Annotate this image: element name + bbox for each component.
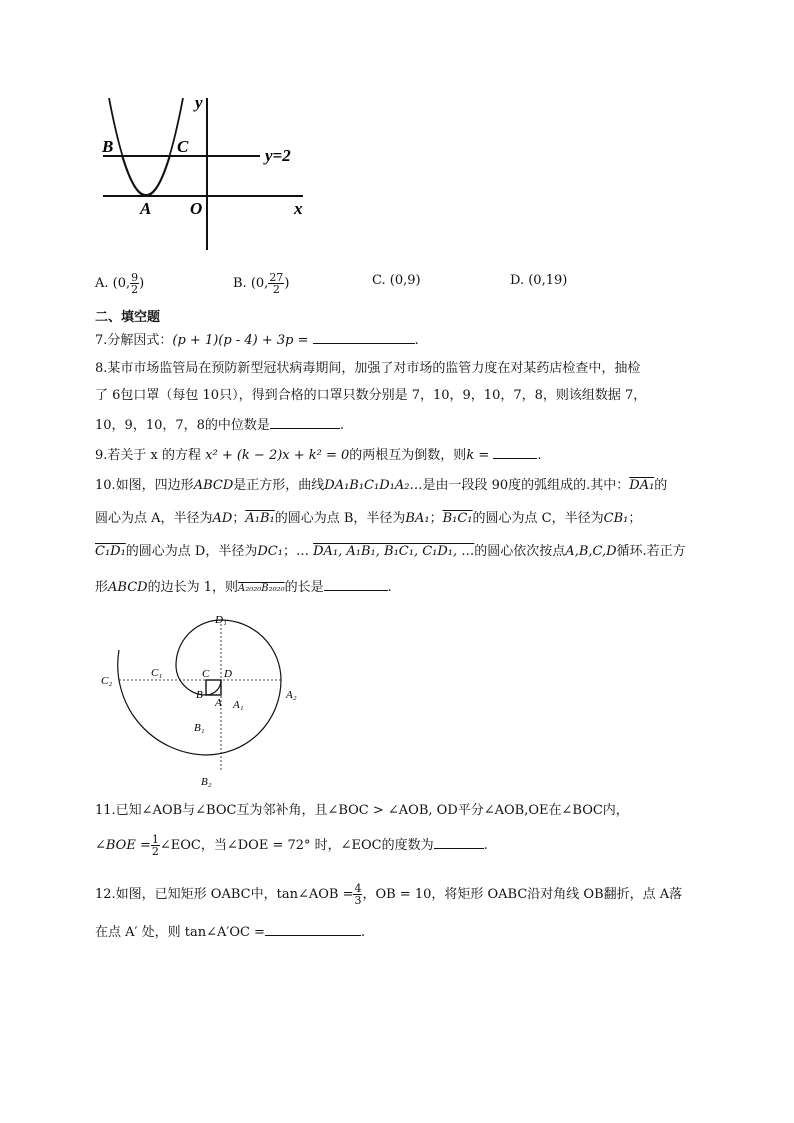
question-8-line-2: 了 6包口罩（每包 10只），得到合格的口罩只数分别是 7，10，9，10，7，8，则该组数据 7， bbox=[95, 388, 647, 403]
parabola-outer bbox=[109, 98, 183, 195]
answer-blank-9[interactable] bbox=[493, 444, 537, 459]
label-line-y2: y=2 bbox=[265, 146, 291, 165]
label-b: B bbox=[196, 689, 203, 701]
label-origin: O bbox=[190, 199, 203, 218]
choice-b: B. (0, $\frac{27}{2}$ ) bbox=[233, 271, 290, 296]
label-x: x bbox=[294, 199, 303, 218]
label-b1: B₁ bbox=[194, 722, 205, 734]
choice-c: C. (0,9) bbox=[372, 273, 421, 288]
label-b2: B₂ bbox=[201, 776, 212, 788]
question-12-line-2: 在点 A′ 处，则 tan∠A′OC = . bbox=[95, 921, 365, 942]
label-y: y bbox=[195, 93, 203, 112]
question-11-line-1: 11.已知∠AOB与∠BOC互为邻补角，且∠BOC > ∠AOB, OD平分∠AOB,OE在∠BOC内， bbox=[95, 803, 629, 818]
label-b: B bbox=[102, 137, 114, 156]
label-c: C bbox=[177, 137, 189, 156]
question-7: 7.分解因式：(p + 1)(p - 4) + 3p = . bbox=[95, 329, 419, 350]
answer-blank-12[interactable] bbox=[265, 921, 361, 936]
answer-blank-8[interactable] bbox=[270, 414, 340, 429]
question-10-line-2: 圆心为点 A，半径为AD；A₁B₁的圆心为点 B，半径为BA₁；B₁C₁的圆心为点 C，半径为CB₁； bbox=[95, 511, 642, 526]
label-c2: C₂ bbox=[101, 675, 113, 687]
spiral-figure bbox=[95, 610, 320, 790]
question-8-line-3: 10，9，10，7，8的中位数是 . bbox=[95, 414, 344, 435]
answer-blank-7[interactable] bbox=[313, 329, 415, 344]
answer-blank-10[interactable] bbox=[324, 576, 388, 591]
question-10-line-3: C₁D₁的圆心为点 D，半径为DC₁；… DA₁, A₁B₁, B₁C₁, C₁D₁, …的圆心依次按点A,B,C,D循环.若正方 bbox=[95, 544, 686, 559]
label-c: C bbox=[202, 668, 210, 680]
answer-blank-11[interactable] bbox=[434, 834, 484, 849]
choice-a: A. (0, $\frac{9}{2}$ ) bbox=[95, 271, 145, 296]
label-d: D bbox=[224, 668, 232, 680]
question-10-line-4: 形ABCD的边长为 1，则A₂₀₂₀B₂₀₂₀的长是 . bbox=[95, 576, 392, 598]
label-a1: A₁ bbox=[233, 699, 244, 711]
question-11-line-2: ∠BOE = $\frac{1}{2}$ ∠EOC，当∠DOE = 72° 时，∠EOC的度数为 . bbox=[95, 833, 488, 858]
label-a: A bbox=[140, 199, 152, 218]
parabola-graph bbox=[95, 92, 315, 257]
label-a2: A₂ bbox=[286, 689, 297, 701]
question-12-line-1: 12.如图，已知矩形 OABC中，tan∠AOB = $\frac{4}{3}$ ，OB = 10，将矩形 OABC沿对角线 OB翻折，点 A落 bbox=[95, 882, 683, 907]
spiral-curve bbox=[118, 620, 281, 755]
choice-d: D. (0,19) bbox=[510, 273, 568, 288]
section-title: 二、填空题 bbox=[95, 310, 161, 325]
question-10-line-1: 10.如图，四边形ABCD是正方形，曲线DA₁B₁C₁D₁A₂…是由一段段 90度的弧组成的.其中：DA₁的 bbox=[95, 478, 668, 493]
label-c1: C₁ bbox=[151, 667, 163, 679]
label-a: A bbox=[215, 697, 222, 709]
parabola-inner bbox=[122, 156, 170, 196]
label-d1: D₁ bbox=[215, 614, 227, 626]
question-8-line-1: 8.某市市场监管局在预防新型冠状病毒期间，加强了对市场的监管力度在对某药店检查中，抽检 bbox=[95, 361, 641, 376]
question-9: 9.若关于 x 的方程 x² + (k − 2)x + k² = 0的两根互为倒数，则k = . bbox=[95, 444, 542, 465]
